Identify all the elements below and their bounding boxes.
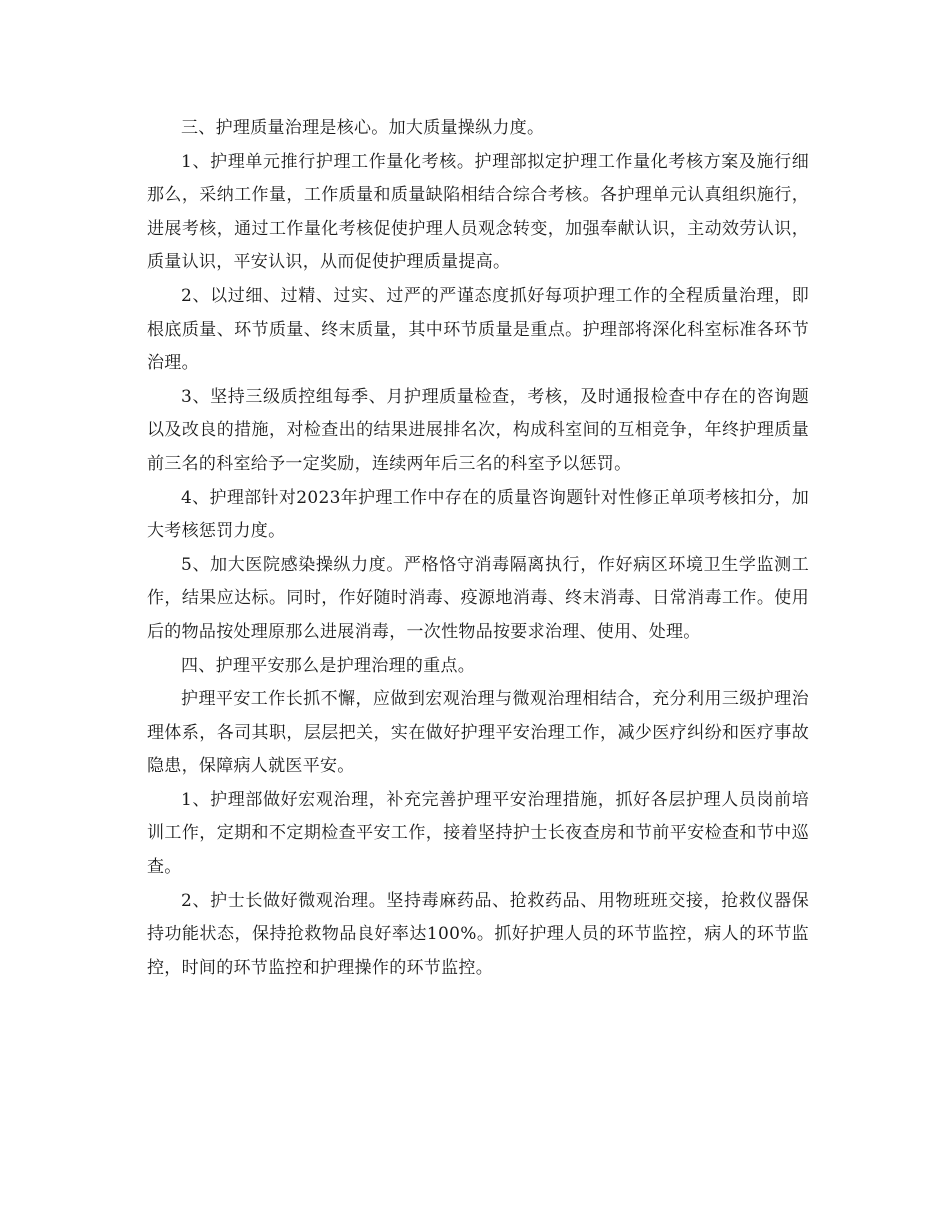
paragraph: 护理平安工作长抓不懈，应做到宏观治理与微观治理相结合，充分利用三级护理治理体系，各司其职，层层把关，实在做好护理平安治理工作，减少医疗纠纷和医疗事故隐患，保障病人就医平安。 [147, 689, 809, 777]
paragraph: 1、护理单元推行护理工作量化考核。护理部拟定护理工作量化考核方案及施行细那么，采纳工作量，工作质量和质量缺陷相结合综合考核。各护理单元认真组织施行，进展考核，通过工作量化考核促使护理人员观念转变，加强奉献认识，主动效劳认识，质量认识，平安认识，从而促使护理质量提高。 [147, 151, 809, 273]
section-heading-safety: 四、护理平安那么是护理治理的重点。 [181, 655, 476, 676]
section-heading-quality: 三、护理质量治理是核心。加大质量操纵力度。 [181, 118, 545, 138]
paragraph: 2、以过细、过精、过实、过严的严谨态度抓好每项护理工作的全程质量治理，即根底质量、环节质量、终末质量，其中环节质量是重点。护理部将深化科室标准各环节治理。 [147, 285, 809, 374]
paragraph: 3、坚持三级质控组每季、月护理质量检查，考核，及时通报检查中存在的咨询题以及改良的措施，对检查出的结果进展排名次，构成科室间的互相竞争，年终护理质量前三名的科室给予一定奖励，连续两年后三名的科室予以惩罚。 [147, 386, 809, 474]
paragraph: 2、护士长做好微观治理。坚持毒麻药品、抢救药品、用物班班交接，抢救仪器保持功能状态，保持抢救物品良好率达100%。抓好护理人员的环节监控，病人的环节监控，时间的环节监控和护理操作的环节监控。 [147, 890, 809, 978]
paragraph: 5、加大医院感染操纵力度。严格恪守消毒隔离执行，作好病区环境卫生学监测工作，结果应达标。同时，作好随时消毒、疫源地消毒、终末消毒、日常消毒工作。使用后的物品按处理原那么进展消毒，一次性物品按要求治理、使用、处理。 [147, 554, 809, 642]
document-body [147, 112, 809, 985]
paragraph: 1、护理部做好宏观治理，补充完善护理平安治理措施，抓好各层护理人员岗前培训工作，定期和不定期检查平安工作，接着坚持护士长夜查房和节前平安检查和节中巡查。 [147, 789, 809, 878]
paragraph: 4、护理部针对2023年护理工作中存在的质量咨询题针对性修正单项考核扣分，加大考核惩罚力度。 [147, 487, 809, 542]
